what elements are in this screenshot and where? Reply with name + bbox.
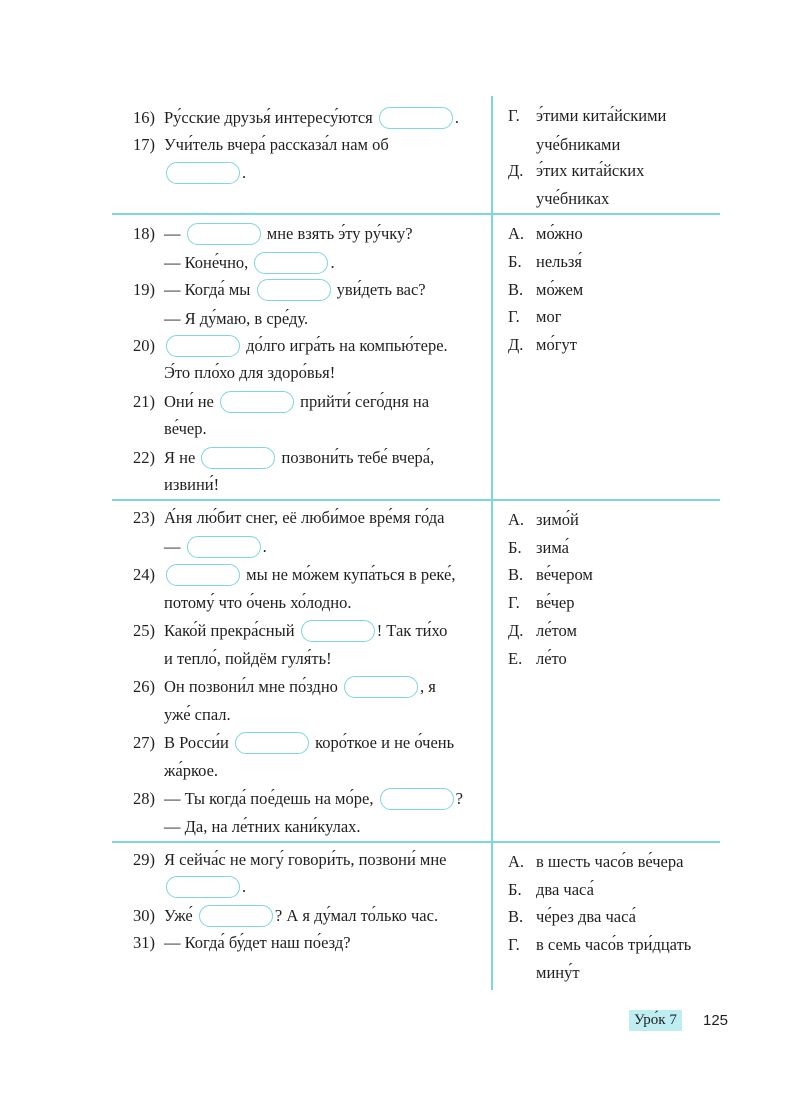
- column-divider: [491, 499, 493, 841]
- option-text: уче́бниками: [536, 135, 621, 154]
- exercise-number: 25): [133, 621, 155, 640]
- exercise-number: 21): [133, 392, 155, 411]
- sentence-fragment: — Коне́чно,: [164, 253, 253, 272]
- sentence-fragment: ? А я ду́мал то́лько час.: [274, 906, 439, 925]
- sentence-fragment: Учи́тель вчера́ рассказа́л нам об: [164, 135, 389, 154]
- exercise-text: [164, 537, 267, 558]
- sentence-fragment: прийти́ сего́дня на: [295, 392, 430, 411]
- option-letter: А.: [508, 224, 525, 243]
- exercise-text: [164, 508, 444, 528]
- exercise-text: [164, 475, 219, 495]
- answer-blank[interactable]: [166, 335, 240, 357]
- sentence-fragment: позвони́ть тебе́ вчера́,: [277, 448, 435, 467]
- exercise-text: [164, 621, 447, 642]
- option-letter: Г.: [508, 935, 520, 954]
- option-text: зима́: [536, 538, 569, 557]
- exercise-text: [164, 817, 361, 837]
- exercise-text: [164, 309, 308, 329]
- answer-blank[interactable]: [201, 447, 275, 469]
- exercise-text: [164, 363, 335, 383]
- section-divider: [112, 499, 720, 501]
- option-letter: Б.: [508, 880, 522, 899]
- sentence-fragment: Ру́сские друзья́ интересу́ются: [164, 108, 377, 127]
- option-text: зимо́й: [536, 510, 579, 529]
- sentence-fragment: — Когда́ мы: [164, 280, 255, 299]
- sentence-fragment: — Когда́ бу́дет наш по́езд?: [164, 933, 351, 952]
- answer-blank[interactable]: [380, 788, 454, 810]
- answer-blank[interactable]: [166, 876, 240, 898]
- exercise-number: 27): [133, 733, 155, 752]
- sentence-fragment: до́лго игра́ть на компью́тере.: [242, 336, 448, 355]
- exercise-text: [164, 565, 456, 586]
- exercise-text: [164, 392, 429, 413]
- page-number: 125: [703, 1012, 729, 1029]
- exercise-text: [164, 733, 454, 754]
- sentence-fragment: мы не мо́жем купа́ться в реке́,: [242, 565, 456, 584]
- sentence-fragment: .: [330, 253, 335, 272]
- exercise-number: 30): [133, 906, 155, 925]
- exercise-text: [164, 108, 459, 129]
- sentence-fragment: Он позвони́л мне по́здно: [164, 677, 343, 696]
- sentence-fragment: ?: [455, 789, 463, 808]
- column-divider: [491, 841, 493, 990]
- answer-blank[interactable]: [220, 391, 294, 413]
- option-text: ве́чером: [536, 565, 593, 584]
- option-letter: Б.: [508, 252, 522, 271]
- answer-blank[interactable]: [199, 905, 273, 927]
- option-text: э́тих кита́йских: [536, 161, 645, 180]
- option-letter: Г.: [508, 593, 520, 612]
- answer-blank[interactable]: [187, 223, 261, 245]
- exercise-number: 18): [133, 224, 155, 243]
- sentence-fragment: извини́!: [164, 475, 220, 494]
- exercise-text: [164, 593, 351, 613]
- exercise-text: [164, 336, 448, 357]
- sentence-fragment: А́ня лю́бит снег, её люби́мое вре́мя го́да: [164, 508, 445, 527]
- answer-blank[interactable]: [235, 732, 309, 754]
- exercise-number: 17): [133, 135, 155, 154]
- exercise-text: [164, 419, 207, 439]
- sentence-fragment: мне взять э́ту ру́чку?: [262, 224, 413, 243]
- option-text: мо́жем: [536, 280, 584, 299]
- answer-blank[interactable]: [344, 676, 418, 698]
- exercise-text: [164, 705, 231, 725]
- exercise-text: [164, 877, 246, 898]
- exercise-text: [164, 761, 218, 781]
- section-divider: [112, 841, 720, 843]
- option-letter: В.: [508, 280, 524, 299]
- option-letter: Е.: [508, 649, 523, 668]
- exercise-text: [164, 789, 463, 810]
- answer-blank[interactable]: [187, 536, 261, 558]
- option-text: в семь часо́в три́дцать: [536, 935, 692, 954]
- exercise-text: [164, 649, 332, 669]
- answer-blank[interactable]: [166, 162, 240, 184]
- exercise-number: 31): [133, 933, 155, 952]
- exercise-number: 23): [133, 508, 155, 527]
- sentence-fragment: .: [242, 163, 247, 182]
- option-letter: А.: [508, 510, 525, 529]
- exercise-text: [164, 850, 447, 870]
- option-text: в шесть часо́в ве́чера: [536, 852, 684, 871]
- option-letter: В.: [508, 565, 524, 584]
- sentence-fragment: коро́ткое и не о́чень: [311, 733, 455, 752]
- option-letter: Б.: [508, 538, 522, 557]
- sentence-fragment: Они́ не: [164, 392, 218, 411]
- option-letter: А.: [508, 852, 525, 871]
- exercise-number: 22): [133, 448, 155, 467]
- answer-blank[interactable]: [254, 252, 328, 274]
- sentence-fragment: уже́ спал.: [164, 705, 231, 724]
- option-text: уче́бниках: [536, 189, 610, 208]
- answer-blank[interactable]: [166, 564, 240, 586]
- answer-blank[interactable]: [379, 107, 453, 129]
- sentence-fragment: Я сейча́с не могу́ говори́ть, позвони́ мне: [164, 850, 447, 869]
- exercise-number: 20): [133, 336, 155, 355]
- exercise-number: 24): [133, 565, 155, 584]
- answer-blank[interactable]: [257, 279, 331, 301]
- sentence-fragment: Како́й прекра́сный: [164, 621, 299, 640]
- exercise-number: 19): [133, 280, 155, 299]
- option-letter: В.: [508, 907, 524, 926]
- sentence-fragment: и тепло́, пойдём гуля́ть!: [164, 649, 332, 668]
- option-text: ве́чер: [536, 593, 575, 612]
- sentence-fragment: , я: [420, 677, 436, 696]
- exercise-number: 29): [133, 850, 155, 869]
- sentence-fragment: .: [454, 108, 460, 127]
- exercise-text: [164, 448, 434, 469]
- option-text: мо́гут: [536, 335, 577, 354]
- exercise-text: [164, 135, 389, 155]
- option-letter: Д.: [508, 621, 524, 640]
- option-text: мог: [536, 307, 562, 326]
- option-letter: Д.: [508, 161, 524, 180]
- option-letter: Д.: [508, 335, 524, 354]
- lesson-label: Уро́к 7: [629, 1010, 682, 1031]
- exercise-text: [164, 163, 246, 184]
- exercise-text: [164, 253, 335, 274]
- exercise-text: [164, 906, 438, 927]
- sentence-fragment: Я не: [164, 448, 200, 467]
- section-divider: [112, 213, 720, 215]
- sentence-fragment: жа́ркое.: [164, 761, 219, 780]
- sentence-fragment: .: [242, 877, 247, 896]
- option-text: два часа́: [536, 880, 594, 899]
- option-text: нельзя́: [536, 252, 583, 271]
- exercise-text: [164, 677, 436, 698]
- option-letter: Г.: [508, 307, 520, 326]
- sentence-fragment: Уже́: [164, 906, 197, 925]
- option-text: мину́т: [536, 963, 580, 982]
- exercise-text: [164, 933, 351, 953]
- sentence-fragment: — Ты когда́ пое́дешь на мо́ре,: [164, 789, 378, 808]
- sentence-fragment: .: [262, 537, 267, 556]
- option-text: э́тими кита́йскими: [536, 106, 667, 125]
- sentence-fragment: уви́деть вас?: [332, 280, 426, 299]
- sentence-fragment: — Я ду́маю, в сре́ду.: [164, 309, 309, 328]
- column-divider: [491, 213, 493, 499]
- sentence-fragment: — Да, на ле́тних кани́кулах.: [164, 817, 361, 836]
- answer-blank[interactable]: [301, 620, 375, 642]
- exercise-text: [164, 280, 426, 301]
- option-text: че́рез два часа́: [536, 907, 636, 926]
- sentence-fragment: Э́то пло́хо для здоро́вья!: [164, 363, 336, 382]
- exercise-number: 28): [133, 789, 155, 808]
- option-text: мо́жно: [536, 224, 583, 243]
- sentence-fragment: потому́ что о́чень хо́лодно.: [164, 593, 352, 612]
- column-divider: [491, 96, 493, 213]
- sentence-fragment: В Росси́и: [164, 733, 233, 752]
- option-text: ле́то: [536, 649, 567, 668]
- sentence-fragment: —: [164, 537, 185, 556]
- exercise-number: 16): [133, 108, 155, 127]
- sentence-fragment: ве́чер.: [164, 419, 207, 438]
- option-letter: Г.: [508, 106, 520, 125]
- exercise-text: [164, 224, 413, 245]
- sentence-fragment: ! Так ти́хо: [376, 621, 448, 640]
- exercise-number: 26): [133, 677, 155, 696]
- option-text: ле́том: [536, 621, 577, 640]
- sentence-fragment: —: [164, 224, 185, 243]
